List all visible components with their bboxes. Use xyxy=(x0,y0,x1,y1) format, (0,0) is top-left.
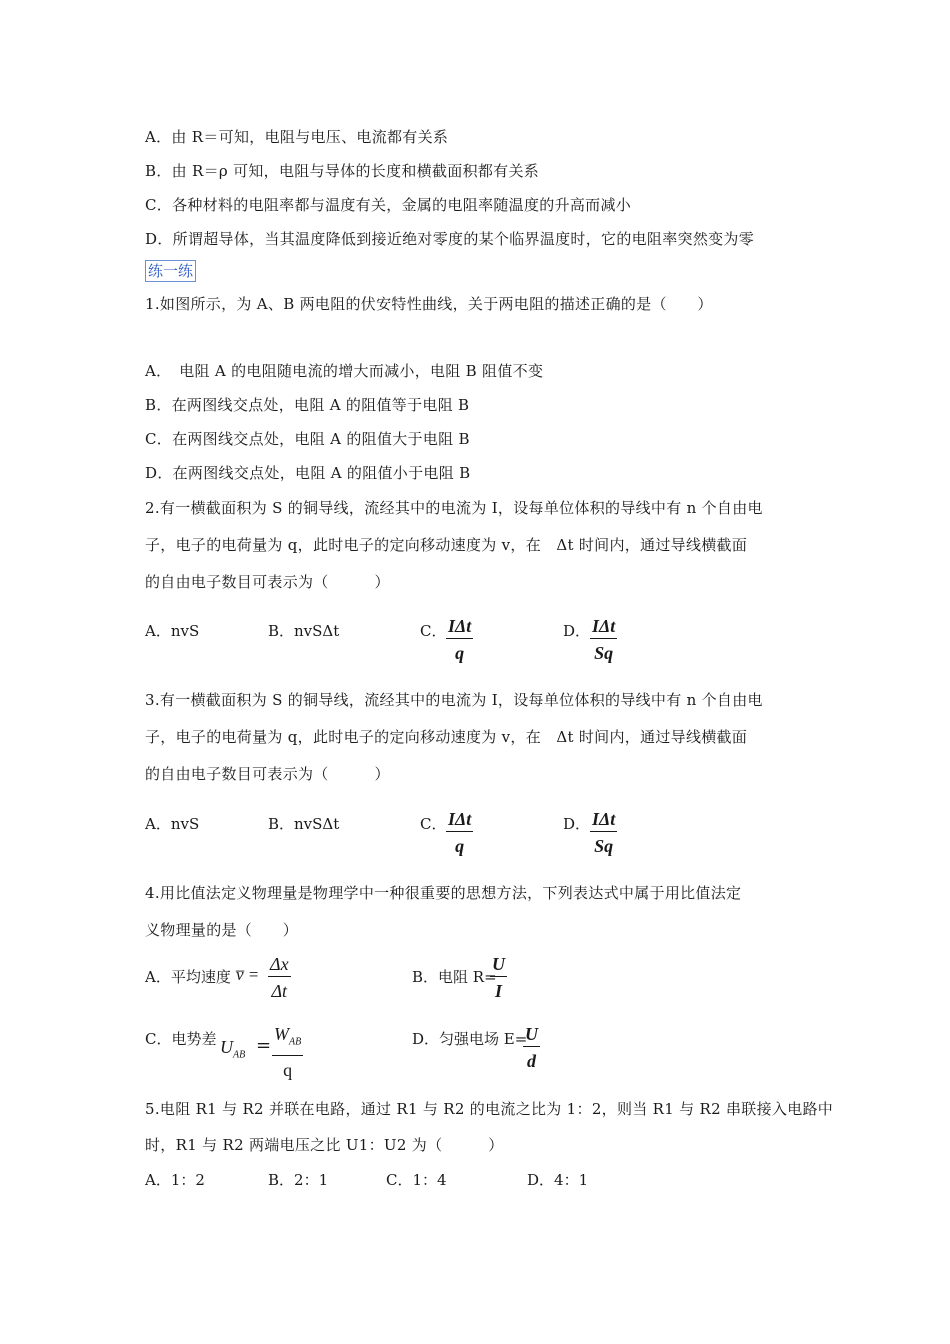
q4-option-c-label: C．电势差 xyxy=(145,1030,217,1048)
prev-option-b: B．由 R＝ρ 可知，电阻与导体的长度和横截面积都有关系 xyxy=(145,162,540,180)
q1-option-b: B．在两图线交点处，电阻 A 的阻值等于电阻 B xyxy=(145,396,470,414)
section-tag: 练一练 xyxy=(145,260,196,282)
q4-stem-line1: 4.用比值法定义物理量是物理学中一种很重要的思想方法，下列表达式中属于用比值法定 xyxy=(145,884,742,902)
q3-c-denominator: q xyxy=(455,836,465,856)
q2-d-denominator: Sq xyxy=(594,643,614,663)
q2-stem-line3: 的自由电子数目可表示为（ ） xyxy=(145,573,390,591)
q3-option-d-fraction xyxy=(590,809,617,856)
q2-option-a: A．nvS xyxy=(145,622,200,640)
q2-option-d-fraction xyxy=(590,616,617,663)
q4-option-c-var: $U_{AB}$ xyxy=(220,1037,246,1061)
q4-stem-line2: 义物理量的是（ ） xyxy=(145,921,299,939)
q2-c-denominator: q xyxy=(455,643,465,663)
q5-option-c: C．1：4 xyxy=(386,1171,447,1189)
q3-option-b: B．nvSΔt xyxy=(268,815,340,833)
q3-stem-line3: 的自由电子数目可表示为（ ） xyxy=(145,765,390,783)
q4-option-b-fraction xyxy=(490,954,507,1001)
prev-option-a: A．由 R＝可知，电阻与电压、电流都有关系 xyxy=(145,128,449,146)
q2-c-numerator: IΔt xyxy=(446,616,473,639)
q5-option-d: D．4：1 xyxy=(527,1171,589,1189)
q2-stem-line1: 2.有一横截面积为 S 的铜导线，流经其中的电流为 I，设每单位体积的导线中有 n 个自由电 xyxy=(145,499,763,517)
q4-option-d-fraction xyxy=(523,1024,540,1071)
q1-option-d: D．在两图线交点处，电阻 A 的阻值小于电阻 B xyxy=(145,464,471,482)
q2-option-c-fraction xyxy=(446,616,473,663)
q1-option-a: A． 电阻 A 的电阻随电流的增大而减小，电阻 B 阻值不变 xyxy=(145,362,544,380)
q3-option-d-label: D． xyxy=(563,815,591,833)
q4-a-denominator: Δt xyxy=(271,981,288,1001)
q5-stem-line2: 时，R1 与 R2 两端电压之比 U1：U2 为（ ） xyxy=(145,1136,504,1154)
q5-stem-line1: 5.电阻 R1 与 R2 并联在电路，通过 R1 与 R2 的电流之比为 1：2，则当 R1 与 R2 串联接入电路中 xyxy=(145,1100,834,1118)
q4-option-b-label: B．电阻 R= xyxy=(412,968,497,986)
q4-b-numerator: U xyxy=(490,954,507,977)
q3-d-denominator: Sq xyxy=(594,836,614,856)
prev-option-c: C．各种材料的电阻率都与温度有关，金属的电阻率随温度的升高而减小 xyxy=(145,196,632,214)
q4-option-a-fraction xyxy=(268,954,291,1001)
q4-d-numerator: U xyxy=(523,1024,540,1047)
q1-stem: 1.如图所示，为 A、B 两电阻的伏安特性曲线，关于两电阻的描述正确的是（ ） xyxy=(145,295,713,313)
q4-option-a-label: A．平均速度 xyxy=(145,968,231,986)
q5-option-b: B．2：1 xyxy=(268,1171,329,1189)
q2-option-c-label: C． xyxy=(420,622,447,640)
q4-option-c-fraction xyxy=(272,1024,303,1080)
q4-c-denominator: q xyxy=(283,1059,293,1080)
q2-stem-line2: 子，电子的电荷量为 q，此时电子的定向移动速度为 v，在 Δt 时间内，通过导线横截面 xyxy=(145,536,748,554)
q3-stem-line2: 子，电子的电荷量为 q，此时电子的定向移动速度为 v，在 Δt 时间内，通过导线横截面 xyxy=(145,728,748,746)
q4-option-a-var: v̅ = xyxy=(236,965,260,984)
q1-option-c: C．在两图线交点处，电阻 A 的阻值大于电阻 B xyxy=(145,430,470,448)
q3-c-numerator: IΔt xyxy=(446,809,473,832)
q4-b-denominator: I xyxy=(494,981,502,1001)
q4-option-d-label: D．匀强电场 E= xyxy=(412,1030,528,1048)
q3-option-c-label: C． xyxy=(420,815,447,833)
prev-option-d: D．所谓超导体，当其温度降低到接近绝对零度的某个临界温度时，它的电阻率突然变为零 xyxy=(145,230,755,248)
q2-option-d-label: D． xyxy=(563,622,591,640)
q3-option-c-fraction xyxy=(446,809,473,856)
q4-d-denominator: d xyxy=(527,1051,536,1071)
q5-option-a: A．1：2 xyxy=(145,1171,205,1189)
q3-option-a: A．nvS xyxy=(145,815,200,833)
q2-option-b: B．nvSΔt xyxy=(268,622,340,640)
q4-c-numerator: $W_{AB}$ xyxy=(272,1024,303,1056)
q3-d-numerator: IΔt xyxy=(590,809,617,832)
q4-option-c-equals: = xyxy=(256,1035,272,1056)
q3-stem-line1: 3.有一横截面积为 S 的铜导线，流经其中的电流为 I，设每单位体积的导线中有 n 个自由电 xyxy=(145,691,763,709)
q2-d-numerator: IΔt xyxy=(590,616,617,639)
q4-a-numerator: Δx xyxy=(268,954,291,977)
